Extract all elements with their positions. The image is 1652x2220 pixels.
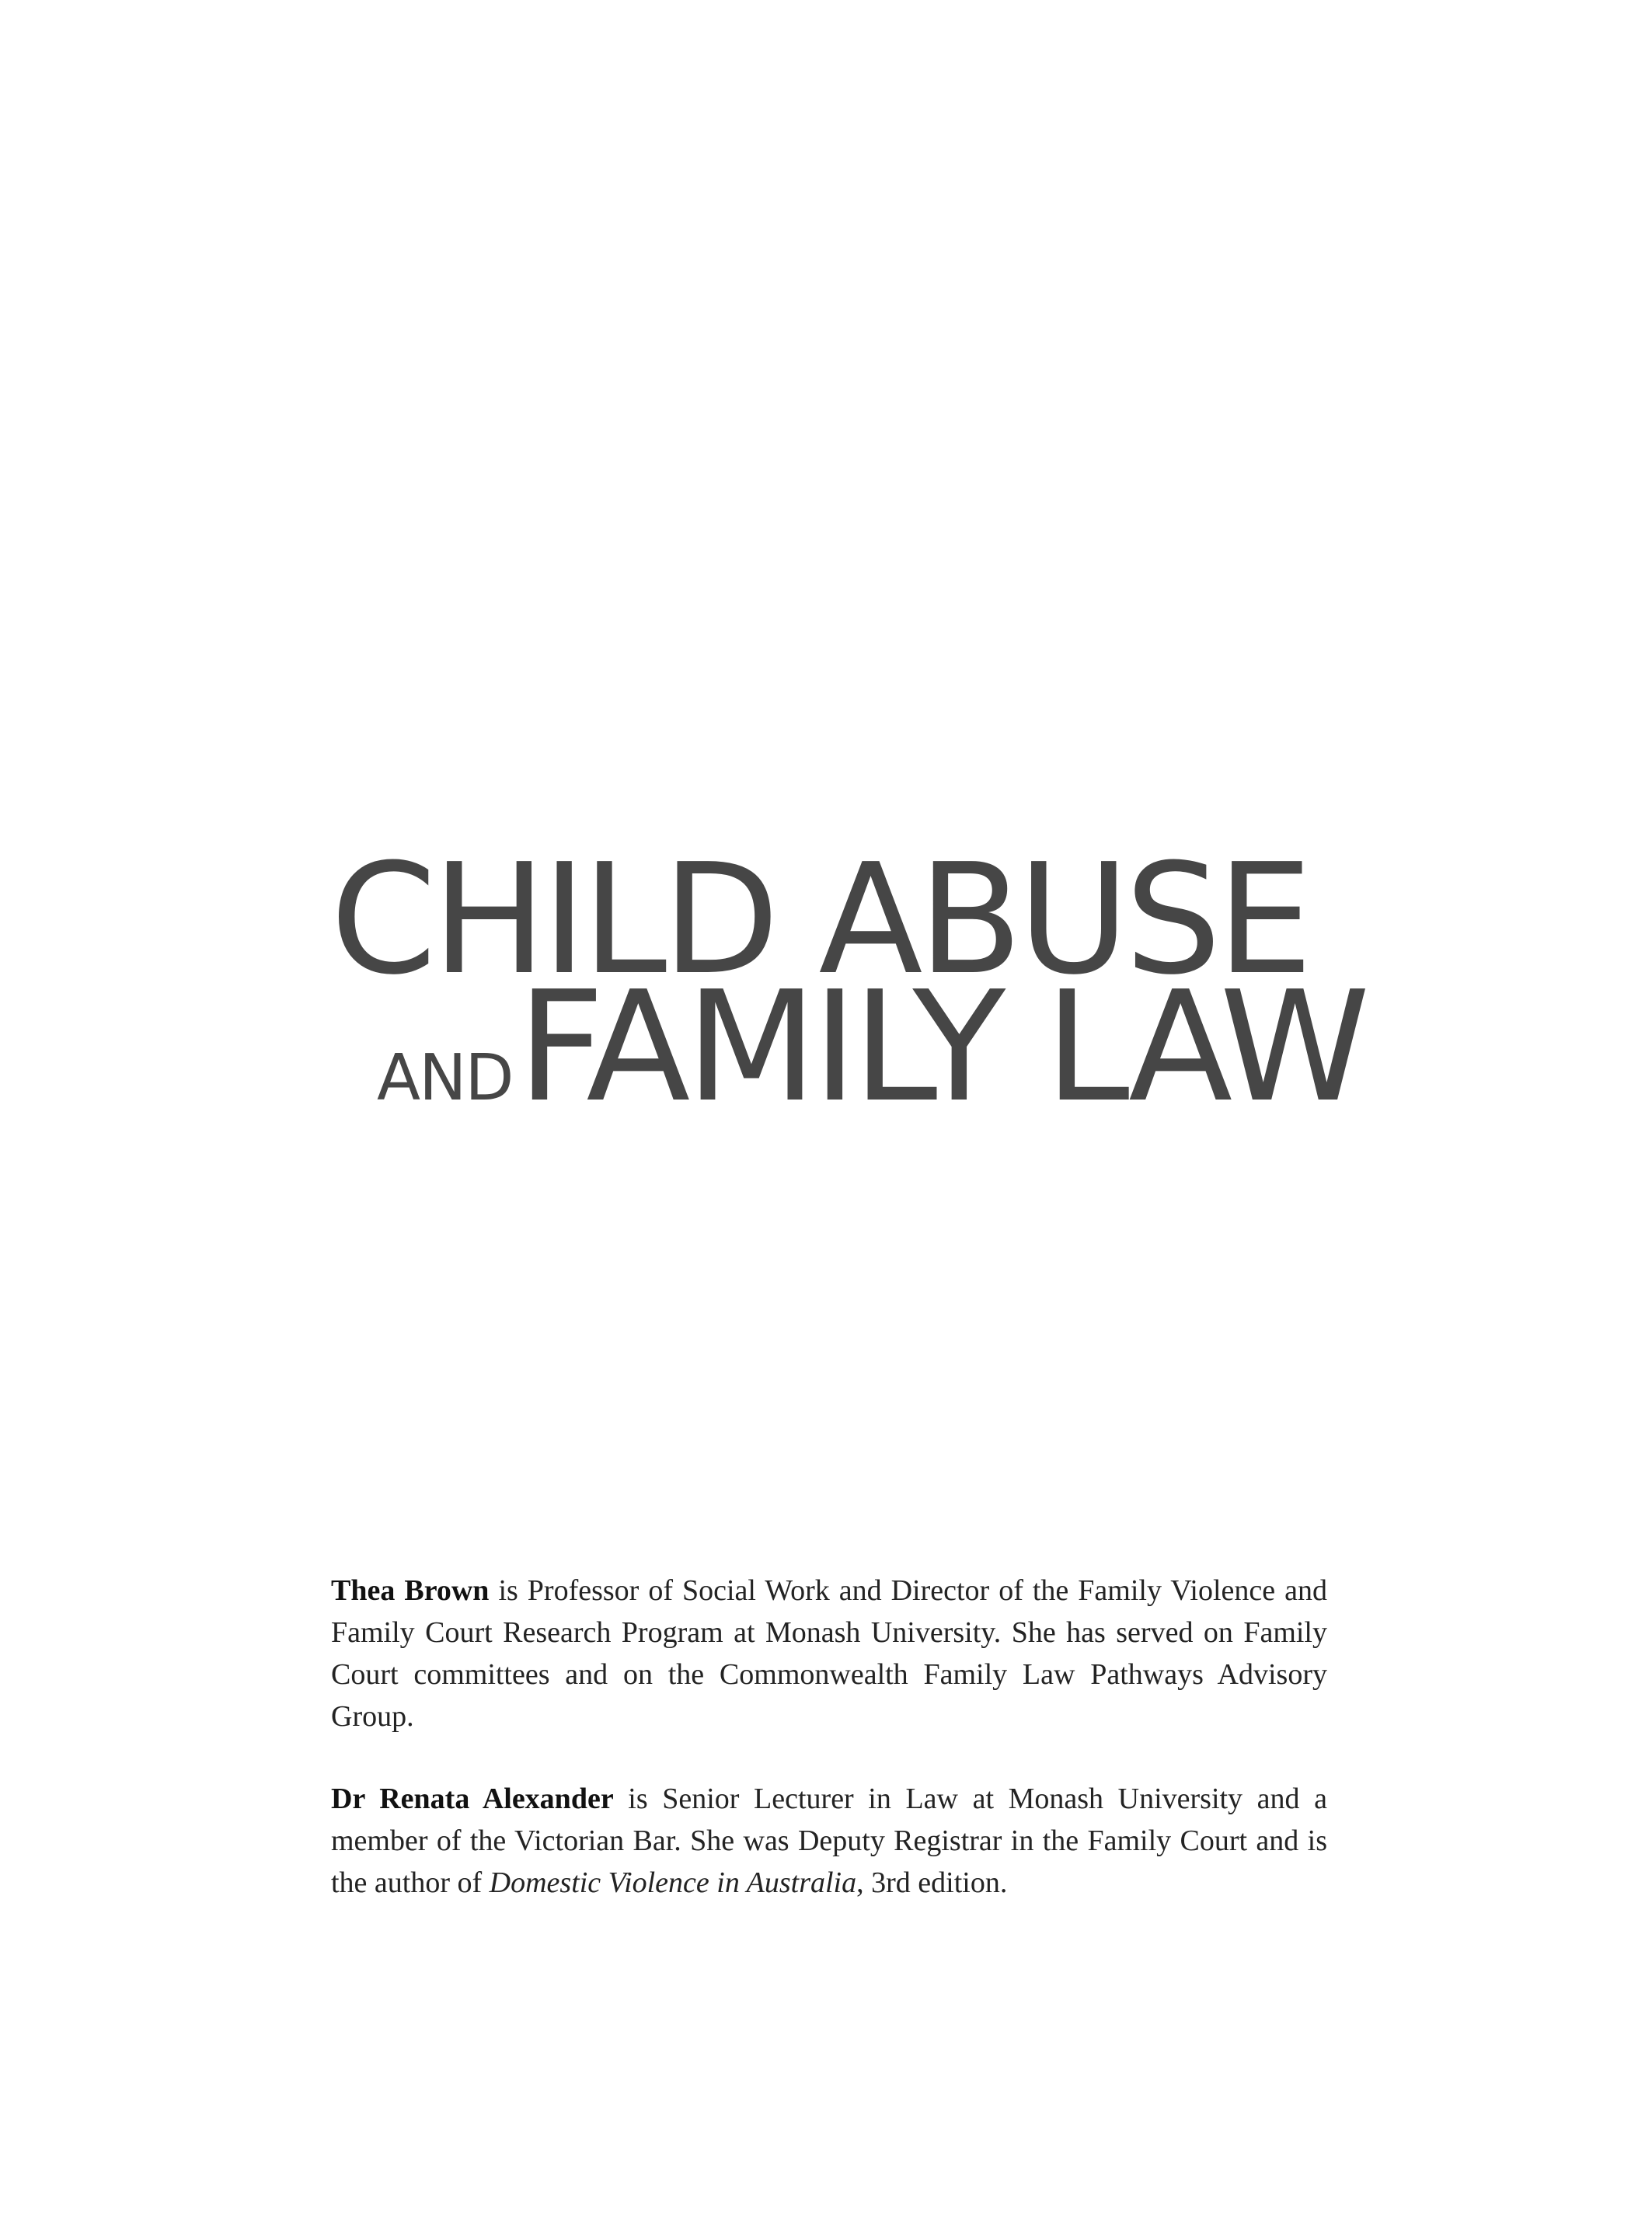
author-bio-thea-brown [331,1570,1327,1737]
author-bio-end: , 3rd edition. [856,1866,1008,1899]
title-line-child-abuse: CHILD ABUSE [330,831,1309,1009]
book-title-italic: Domestic Violence in Australia [489,1866,857,1899]
author-name: Thea Brown [331,1574,490,1607]
author-bio-text: is Professor of Social Work and Director of the Family Violence and Family Court Research Program at Monash University. She has served on Family Court committees and on the Commonwealth Family Law Pathways Advisory Group. [331,1574,1327,1733]
title-family-law: FAMILY LAW [517,959,1366,1136]
title-and: AND [377,1041,513,1115]
author-bio-renata-alexander [331,1778,1327,1904]
author-bio-text: is Senior Lecturer in Law at Monash University and a member of the Victorian Bar. She was Deputy Registrar in the Family Court and is the author of [331,1783,1327,1899]
author-name: Dr Renata Alexander [331,1783,614,1815]
title-line-family-law [377,959,1366,1136]
